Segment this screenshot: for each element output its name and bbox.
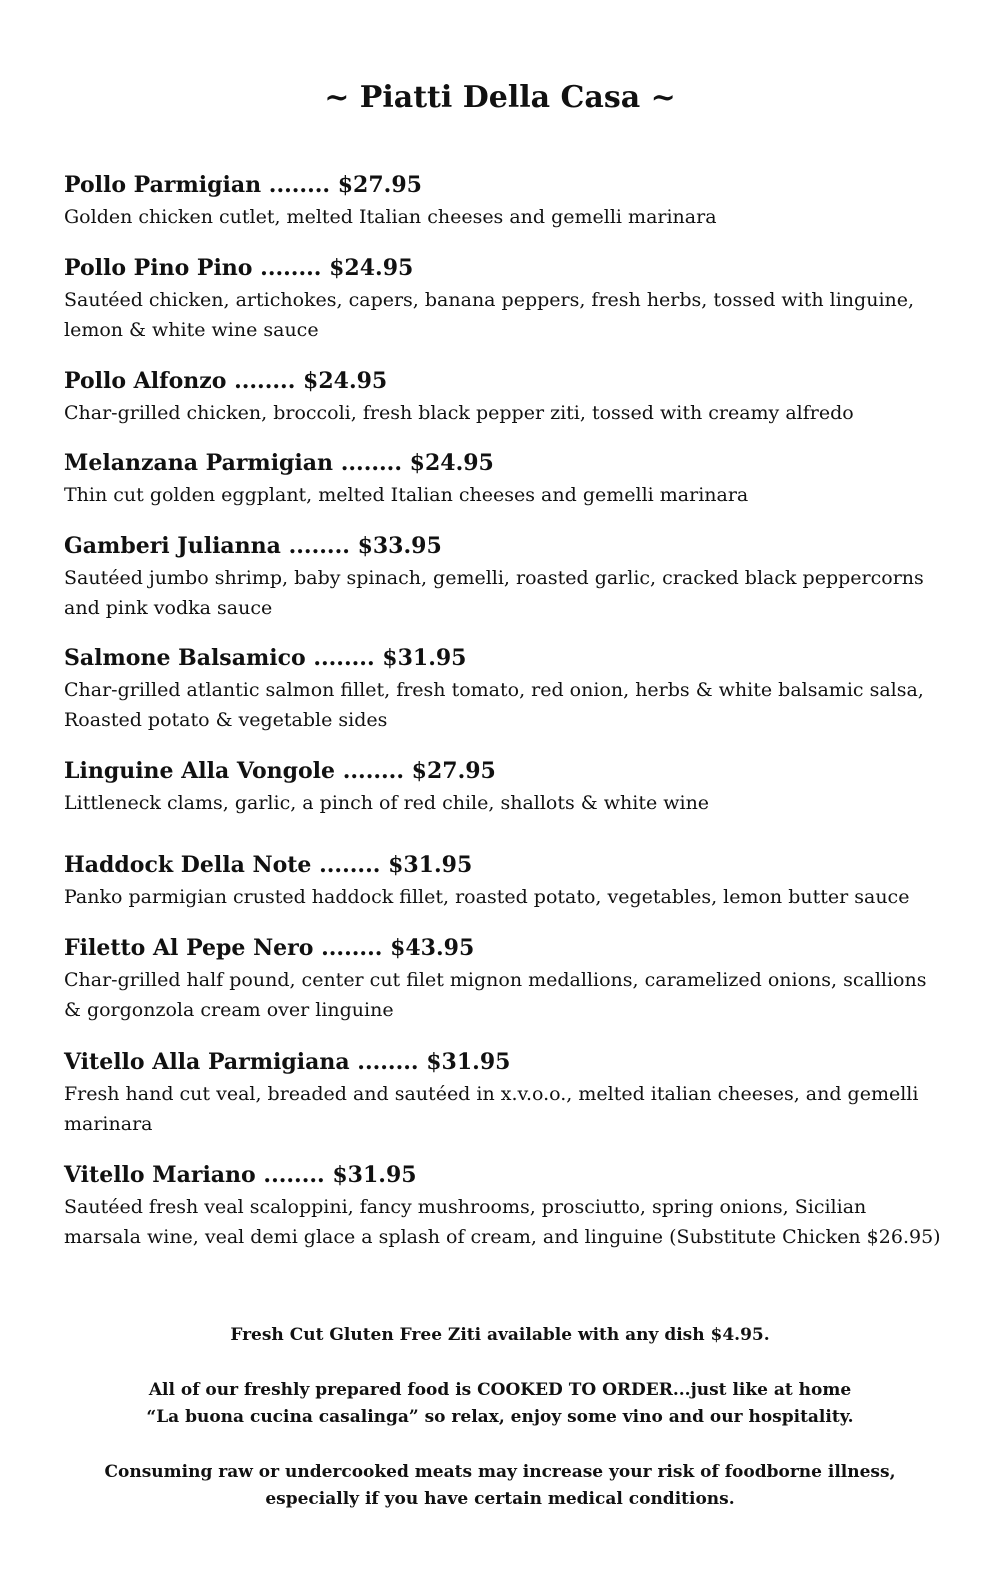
item-description: Thin cut golden eggplant, melted Italian cheeses and gemelli marinara <box>64 484 749 506</box>
item-dots: ........ <box>313 645 375 671</box>
item-price: $27.95 <box>337 172 422 198</box>
menu-item-pollo-alfonzo <box>64 366 944 428</box>
item-heading <box>64 448 944 478</box>
item-name: Filetto Al Pepe Nero <box>64 935 314 961</box>
item-name: Salmone Balsamico <box>64 645 306 671</box>
item-dots: ........ <box>321 935 383 961</box>
item-price: $24.95 <box>303 368 388 394</box>
item-description: Fresh hand cut veal, breaded and sautéed in x.v.o.o., melted italian cheeses, and gemelli marinara <box>64 1083 919 1135</box>
menu-item-pollo-pino-pino <box>64 253 944 345</box>
item-heading <box>64 756 944 786</box>
menu-item-filetto-al-pepe-nero <box>64 933 944 1025</box>
item-description: Sautéed jumbo shrimp, baby spinach, gemelli, roasted garlic, cracked black peppercorns and pink vodka sauce <box>64 567 924 619</box>
item-dots: ........ <box>342 758 404 784</box>
item-heading <box>64 850 944 880</box>
menu-item-salmone-balsamico <box>64 643 944 735</box>
item-description: Golden chicken cutlet, melted Italian cheeses and gemelli marinara <box>64 206 717 228</box>
health-warning-line: especially if you have certain medical conditions. <box>265 1489 735 1509</box>
cooked-to-order-line: All of our freshly prepared food is COOKED TO ORDER...just like at home <box>148 1380 852 1400</box>
health-warning-note <box>0 1459 1000 1513</box>
item-heading <box>64 1160 944 1190</box>
item-dots: ........ <box>288 533 350 559</box>
item-name: Vitello Mariano <box>64 1162 256 1188</box>
item-price: $31.95 <box>382 645 467 671</box>
menu-item-linguine-alla-vongole <box>64 756 944 818</box>
item-dots: ........ <box>340 450 402 476</box>
item-heading <box>64 531 944 561</box>
item-name: Pollo Parmigian <box>64 172 262 198</box>
item-heading <box>64 170 944 200</box>
item-dots: ........ <box>268 172 331 198</box>
item-heading <box>64 643 944 673</box>
item-dots: ........ <box>260 255 322 281</box>
item-description: Char-grilled half pound, center cut filet mignon medallions, caramelized onions, scallions & gorgonzola cream over linguine <box>64 969 927 1021</box>
item-dots: ........ <box>357 1049 419 1075</box>
item-description: Panko parmigian crusted haddock fillet, roasted potato, vegetables, lemon butter sauce <box>64 886 910 908</box>
item-dots: ........ <box>319 852 381 878</box>
item-name: Gamberi Julianna <box>64 533 281 559</box>
item-price: $27.95 <box>411 758 496 784</box>
gluten-free-text: Fresh Cut Gluten Free Ziti available with any dish $4.95. <box>230 1325 770 1345</box>
item-description: Char-grilled atlantic salmon fillet, fresh tomato, red onion, herbs & white balsamic salsa, Roasted potato & vegetable sides <box>64 679 924 731</box>
item-heading <box>64 1047 944 1077</box>
item-name: Linguine Alla Vongole <box>64 758 336 784</box>
item-price: $31.95 <box>388 852 473 878</box>
cooked-to-order-note <box>0 1377 1000 1431</box>
item-price: $33.95 <box>357 533 442 559</box>
menu-item-vitello-mariano <box>64 1160 944 1252</box>
item-price: $24.95 <box>329 255 414 281</box>
menu-item-haddock-della-note <box>64 850 944 912</box>
item-price: $31.95 <box>332 1162 417 1188</box>
menu-item-pollo-parmigian <box>64 170 944 232</box>
menu-item-gamberi-julianna <box>64 531 944 623</box>
item-description: Littleneck clams, garlic, a pinch of red chile, shallots & white wine <box>64 792 710 814</box>
item-description: Sautéed fresh veal scaloppini, fancy mushrooms, prosciutto, spring onions, Sicilian marsala wine, veal demi glace a splash of cream, and linguine (Substitute Chicken $26.95) <box>64 1196 941 1248</box>
gluten-free-note <box>0 1322 1000 1349</box>
hospitality-line: “La buona cucina casalinga” so relax, enjoy some vino and our hospitality. <box>146 1407 854 1427</box>
item-price: $43.95 <box>390 935 475 961</box>
item-name: Haddock Della Note <box>64 852 312 878</box>
menu-item-melanzana-parmigian <box>64 448 944 510</box>
footer-notes <box>0 1322 1000 1541</box>
item-heading <box>64 253 944 283</box>
health-warning-line: Consuming raw or undercooked meats may increase your risk of foodborne illness, <box>104 1462 896 1482</box>
page-title: ~ Piatti Della Casa ~ <box>324 80 676 115</box>
item-description: Sautéed chicken, artichokes, capers, banana peppers, fresh herbs, tossed with linguine, lemon & white wine sauce <box>64 289 915 341</box>
item-heading <box>64 933 944 963</box>
item-name: Vitello Alla Parmigiana <box>64 1049 350 1075</box>
menu-item-vitello-alla-parmigiana <box>64 1047 944 1139</box>
item-description: Char-grilled chicken, broccoli, fresh black pepper ziti, tossed with creamy alfredo <box>64 402 854 424</box>
item-dots: ........ <box>263 1162 325 1188</box>
item-price: $24.95 <box>409 450 494 476</box>
item-name: Pollo Alfonzo <box>64 368 227 394</box>
item-name: Melanzana Parmigian <box>64 450 334 476</box>
item-price: $31.95 <box>426 1049 511 1075</box>
item-heading <box>64 366 944 396</box>
item-dots: ........ <box>234 368 296 394</box>
item-name: Pollo Pino Pino <box>64 255 253 281</box>
